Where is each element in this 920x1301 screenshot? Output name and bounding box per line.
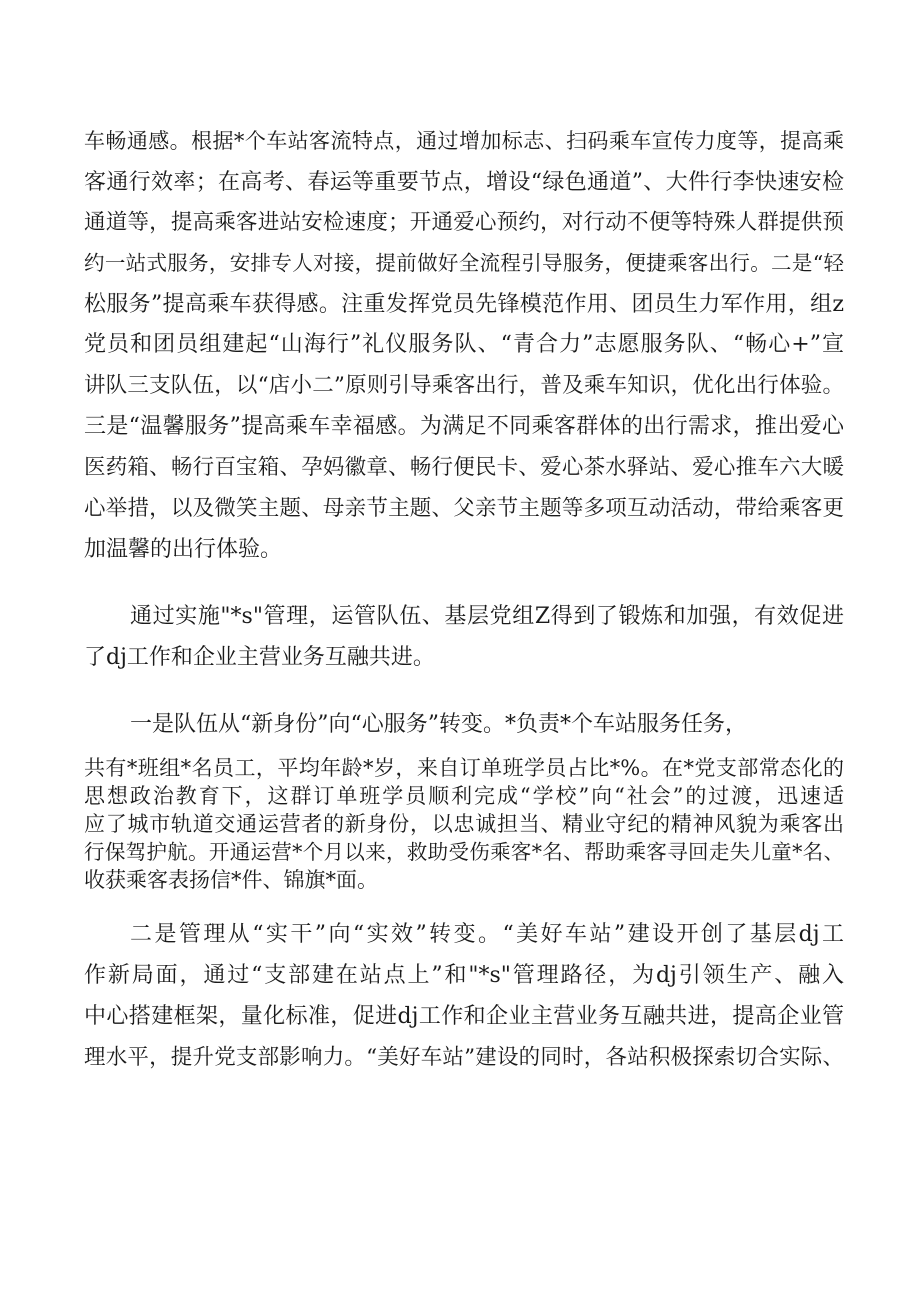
text-line: 通道等，提高乘客进站安检速度；开通爱心预约，对行动不便等特殊人群提供预 bbox=[84, 210, 844, 235]
text-line: 加温馨的出行体验。 bbox=[84, 537, 283, 562]
text-line: 作新局面，通过“支部建在站点上”和"*s"管理路径，为dj引领生产、融入 bbox=[84, 963, 844, 988]
text-line: 医药箱、畅行百宝箱、孕妈徽章、畅行便民卡、爱心茶水驿站、爱心推车六大暖 bbox=[84, 455, 844, 480]
text-line: 中心搭建框架，量化标准，促进dj工作和企业主营业务互融共进，提高企业管 bbox=[84, 1004, 844, 1029]
text-line: 约一站式服务，安排专人对接，提前做好全流程引导服务，便捷乘客出行。二是“轻 bbox=[84, 251, 844, 275]
text-line: 讲队三支队伍，以“店小二”原则引导乘客出行，普及乘车知识，优化出行体验。 bbox=[84, 373, 844, 398]
text-line: 党员和团员组建起“山海行”礼仪服务队、“青合力”志愿服务队、“畅心+”宣 bbox=[84, 332, 844, 357]
text-line: 车畅通感。根据*个车站客流特点，通过增加标志、扫码乘车宣传力度等，提高乘 bbox=[84, 129, 844, 153]
text-line: 行保驾护航。开通运营*个月以来，救助受伤乘客*名、帮助乘客寻回走失儿童*名、 bbox=[84, 840, 844, 864]
text-line: 三是“温馨服务”提高乘车幸福感。为满足不同乘客群体的出行需求，推出爱心 bbox=[84, 414, 844, 439]
text-line: 心举措，以及微笑主题、母亲节主题、父亲节主题等多项互动活动，带给乘客更 bbox=[84, 496, 844, 521]
text-line: 一是队伍从“新身份”向“心服务”转变。*负责*个车站服务任务， bbox=[130, 712, 747, 737]
text-line: 松服务”提高乘车获得感。注重发挥党员先锋模范作用、团员生力军作用，组z bbox=[84, 292, 844, 317]
text-line: 二是管理从“实干”向“实效”转变。“美好车站”建设开创了基层dj工 bbox=[130, 922, 844, 947]
text-line: 思想政治教育下，这群订单班学员顺利完成“学校”向“社会”的过渡，迅速适 bbox=[84, 784, 844, 808]
text-line: 理水平，提升党支部影响力。“美好车站”建设的同时，各站积极探索切合实际、 bbox=[84, 1045, 844, 1070]
text-line: 应了城市轨道交通运营者的新身份，以忠诚担当、精业守纪的精神风貌为乘客出 bbox=[84, 812, 844, 836]
text-line: 客通行效率；在高考、春运等重要节点，增设“绿色通道”、大件行李快速安检 bbox=[84, 170, 844, 195]
text-line: 收获乘客表扬信*件、锦旗*面。 bbox=[84, 868, 378, 892]
text-line: 共有*班组*名员工，平均年龄*岁，来自订单班学员占比*%。在*党支部常态化的 bbox=[84, 756, 844, 780]
text-line: 了dj工作和企业主营业务互融共进。 bbox=[84, 645, 435, 670]
text-line: 通过实施"*s"管理，运管队伍、基层党组Z得到了锻炼和加强，有效促进 bbox=[130, 604, 844, 629]
